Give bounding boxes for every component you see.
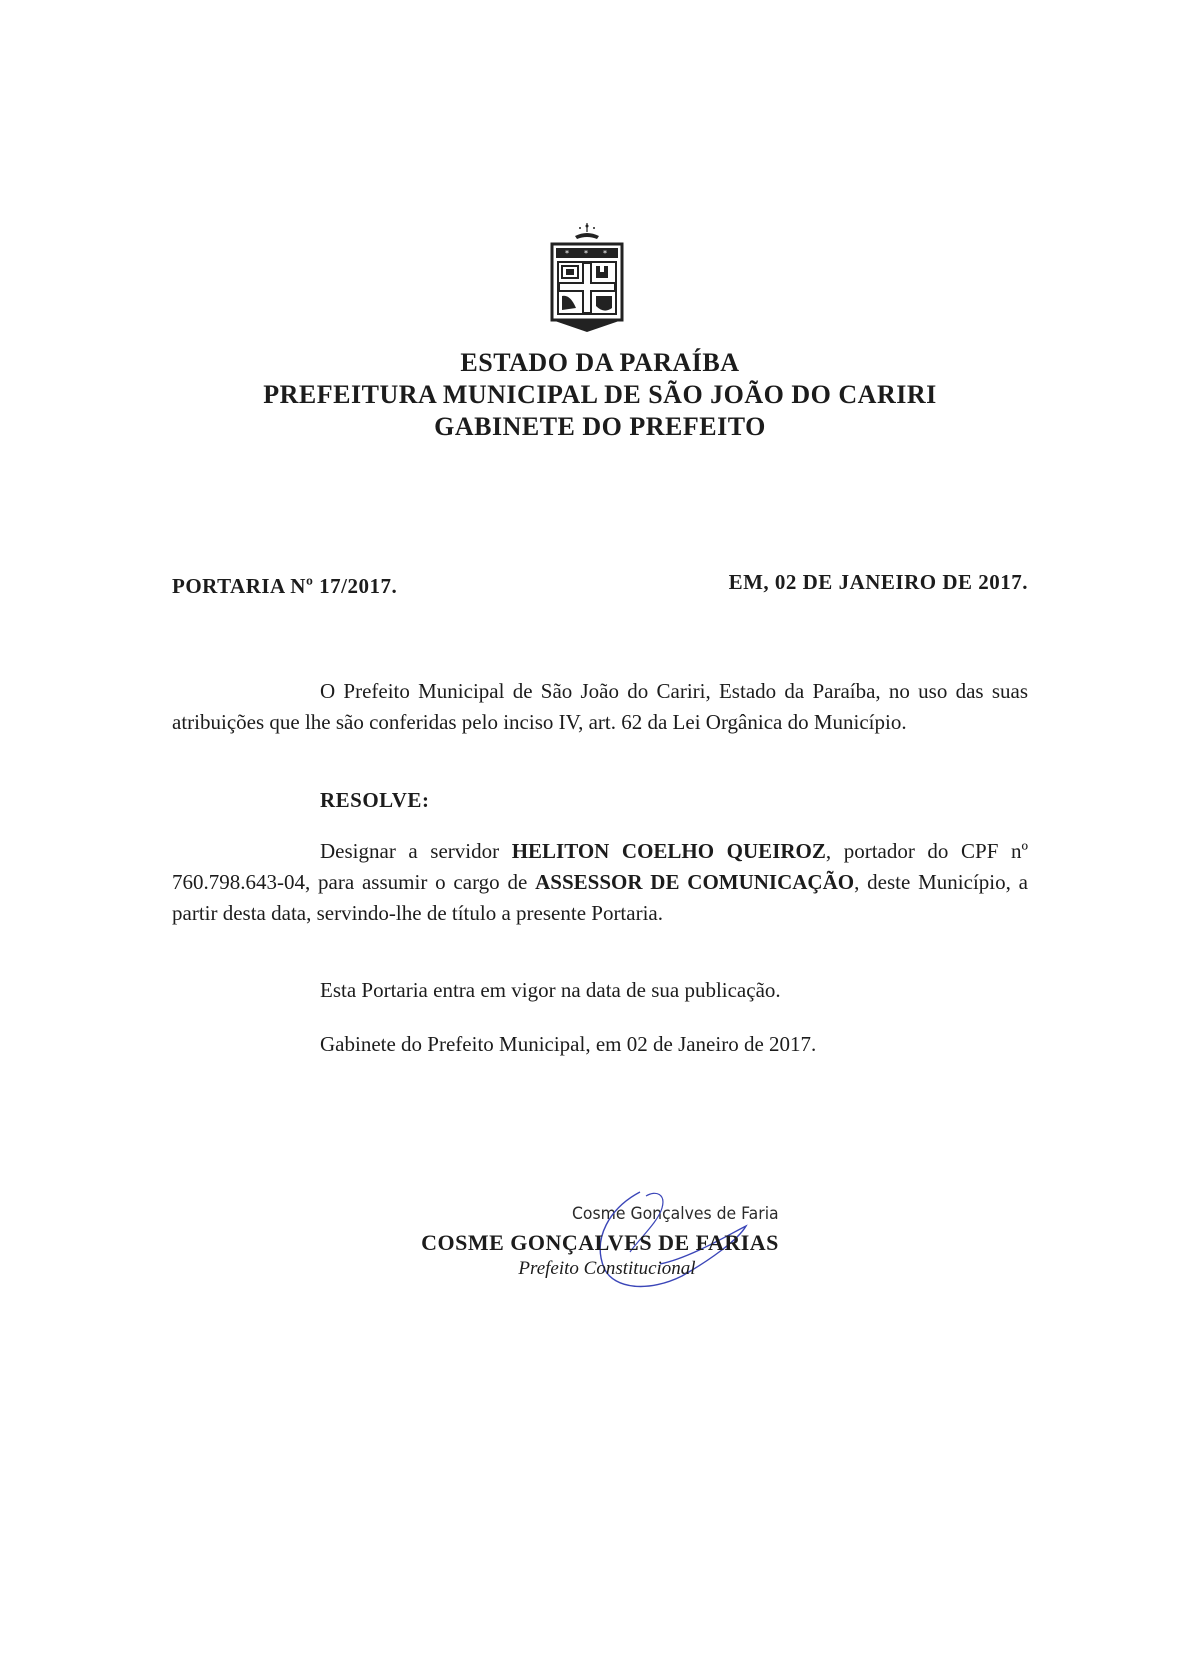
designation-text-end: , deste Município, a partir desta data, servindo-lhe de título a presente Portaria.	[172, 870, 1028, 925]
signer-role: Prefeito Constitucional	[518, 1258, 696, 1279]
resolve-label: RESOLVE:	[320, 788, 430, 812]
state-heading: ESTADO DA PARAÍBA	[460, 348, 740, 377]
designation-paragraph	[172, 836, 1028, 929]
svg-text:*: *	[603, 249, 607, 258]
municipality-heading: PREFEITURA MUNICIPAL DE SÃO JOÃO DO CARIRI	[263, 380, 937, 409]
designation-text-middle: , portador do CPF nº 760.798.643-04, para assumir o cargo de	[172, 839, 1028, 894]
ordinance-date: EM, 02 DE JANEIRO DE 2017.	[728, 570, 1028, 594]
designated-employee-name: HELITON COELHO QUEIROZ	[511, 839, 826, 863]
handwritten-signature: Cosme Gonçalves de Faria	[572, 1204, 779, 1224]
closing-paragraph: Gabinete do Prefeito Municipal, em 02 de Janeiro de 2017.	[320, 1032, 817, 1056]
ordinance-number: PORTARIA Nº 17/2017.	[172, 574, 398, 598]
signer-name: COSME GONÇALVES DE FARIAS	[421, 1230, 779, 1255]
svg-text:*: *	[584, 249, 588, 258]
office-heading: GABINETE DO PREFEITO	[434, 412, 766, 441]
municipal-coat-of-arms-icon	[548, 222, 626, 338]
designation-text-start: Designar a servidor	[320, 839, 512, 863]
designated-role: ASSESSOR DE COMUNICAÇÃO	[535, 870, 855, 894]
effect-paragraph: Esta Portaria entra em vigor na data de sua publicação.	[320, 978, 781, 1002]
svg-text:*: *	[565, 249, 569, 258]
intro-paragraph: O Prefeito Municipal de São João do Cariri, Estado da Paraíba, no uso das suas atribuições que lhe são conferidas pelo inciso IV, art. 62 da Lei Orgânica do Município.	[172, 679, 1028, 734]
